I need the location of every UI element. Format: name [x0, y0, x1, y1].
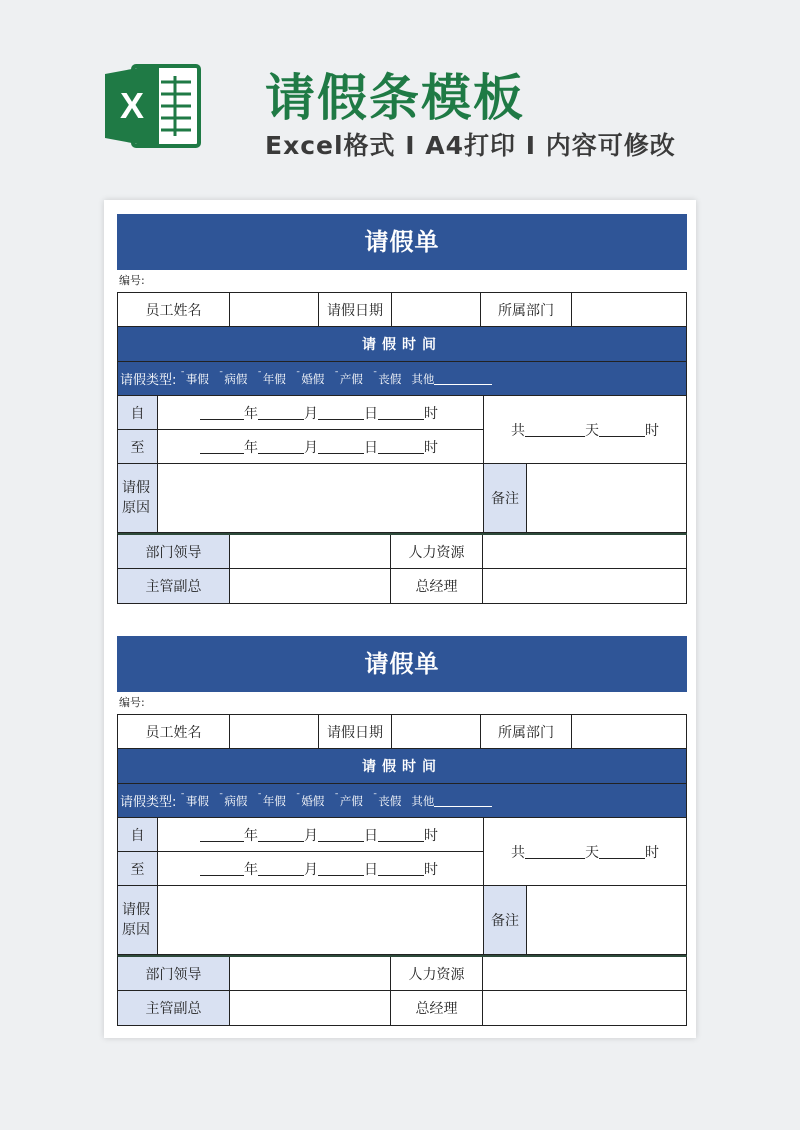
department-label: 所属部门 [481, 715, 572, 749]
gm-field[interactable] [483, 991, 687, 1026]
to-label: 至 [118, 430, 158, 464]
to-label: 至 [118, 852, 158, 886]
to-datetime-field[interactable]: 年 月 日 时 [158, 430, 484, 464]
reason-label: 请假原因 [118, 886, 158, 955]
signature-block [117, 955, 687, 1026]
employee-name-label: 员工姓名 [118, 293, 230, 327]
vp-field[interactable] [230, 991, 391, 1026]
employee-name-field[interactable] [230, 293, 319, 327]
leave-type-row [117, 784, 687, 818]
leave-type-option[interactable]: ˉ 病假 [219, 793, 248, 809]
department-label: 所属部门 [481, 293, 572, 327]
leave-form-1 [117, 214, 687, 604]
serial-number-label: 编号: [119, 696, 145, 709]
document-sheet [104, 200, 696, 1038]
leave-type-option[interactable]: ˉ 事假 [180, 371, 209, 387]
reason-field[interactable] [158, 886, 484, 955]
leave-date-field[interactable] [392, 293, 481, 327]
leave-period-block [117, 396, 687, 533]
gm-field[interactable] [483, 569, 687, 604]
other-type-blank[interactable] [434, 795, 492, 807]
from-label: 自 [118, 818, 158, 852]
leave-type-option[interactable]: ˉ 丧假 [373, 371, 402, 387]
excel-logo-icon [103, 60, 203, 152]
department-field[interactable] [572, 715, 687, 749]
hr-label: 人力资源 [391, 957, 483, 991]
dept-leader-label: 部门领导 [118, 535, 230, 569]
leave-date-field[interactable] [392, 715, 481, 749]
vp-label: 主管副总 [118, 569, 230, 604]
leave-date-label: 请假日期 [319, 715, 392, 749]
form-title: 请假单 [117, 636, 687, 692]
reason-label: 请假原因 [118, 464, 158, 533]
page-subtitle: Excel格式 I A4打印 I 内容可修改 [265, 131, 676, 160]
vp-label: 主管副总 [118, 991, 230, 1026]
leave-type-option[interactable]: ˉ 事假 [180, 793, 209, 809]
svg-text:X: X [119, 85, 145, 126]
page-title: 请假条模板 [265, 69, 525, 127]
from-label: 自 [118, 396, 158, 430]
total-duration-field[interactable]: 共 天 时 [484, 818, 687, 886]
employee-name-label: 员工姓名 [118, 715, 230, 749]
leave-type-option[interactable]: ˉ 年假 [257, 793, 286, 809]
leave-type-row [117, 362, 687, 396]
to-datetime-field[interactable]: 年 月 日 时 [158, 852, 484, 886]
total-duration-field[interactable]: 共 天 时 [484, 396, 687, 464]
leave-type-option[interactable]: ˉ 病假 [219, 371, 248, 387]
leave-form-2 [117, 636, 687, 1026]
leave-type-option[interactable]: ˉ 婚假 [296, 371, 325, 387]
leave-type-option[interactable]: ˉ 产假 [334, 371, 363, 387]
remark-label: 备注 [484, 464, 527, 533]
hr-label: 人力资源 [391, 535, 483, 569]
hr-field[interactable] [483, 535, 687, 569]
leave-time-banner: 请假时间 [117, 749, 687, 784]
leave-type-option[interactable]: ˉ 婚假 [296, 793, 325, 809]
dept-leader-field[interactable] [230, 535, 391, 569]
leave-date-label: 请假日期 [319, 293, 392, 327]
reason-field[interactable] [158, 464, 484, 533]
remark-field[interactable] [527, 886, 687, 955]
other-type-label: 其他 [411, 371, 435, 386]
page-header [0, 0, 800, 200]
employee-name-field[interactable] [230, 715, 319, 749]
leave-type-label: 请假类型: [120, 373, 177, 388]
department-field[interactable] [572, 293, 687, 327]
remark-label: 备注 [484, 886, 527, 955]
leave-type-label: 请假类型: [120, 795, 177, 810]
dept-leader-label: 部门领导 [118, 957, 230, 991]
from-datetime-field[interactable]: 年 月 日 时 [158, 396, 484, 430]
leave-type-option[interactable]: ˉ 年假 [257, 371, 286, 387]
vp-field[interactable] [230, 569, 391, 604]
dept-leader-field[interactable] [230, 957, 391, 991]
signature-block [117, 533, 687, 604]
serial-number-label: 编号: [119, 274, 145, 287]
leave-type-option[interactable]: ˉ 丧假 [373, 793, 402, 809]
leave-type-option[interactable]: ˉ 产假 [334, 793, 363, 809]
hr-field[interactable] [483, 957, 687, 991]
leave-time-banner: 请假时间 [117, 327, 687, 362]
gm-label: 总经理 [391, 991, 483, 1026]
remark-field[interactable] [527, 464, 687, 533]
form-title: 请假单 [117, 214, 687, 270]
other-type-blank[interactable] [434, 373, 492, 385]
other-type-label: 其他 [411, 793, 435, 808]
employee-info-row [117, 714, 687, 749]
leave-period-block [117, 818, 687, 955]
employee-info-row [117, 292, 687, 327]
gm-label: 总经理 [391, 569, 483, 604]
from-datetime-field[interactable]: 年 月 日 时 [158, 818, 484, 852]
